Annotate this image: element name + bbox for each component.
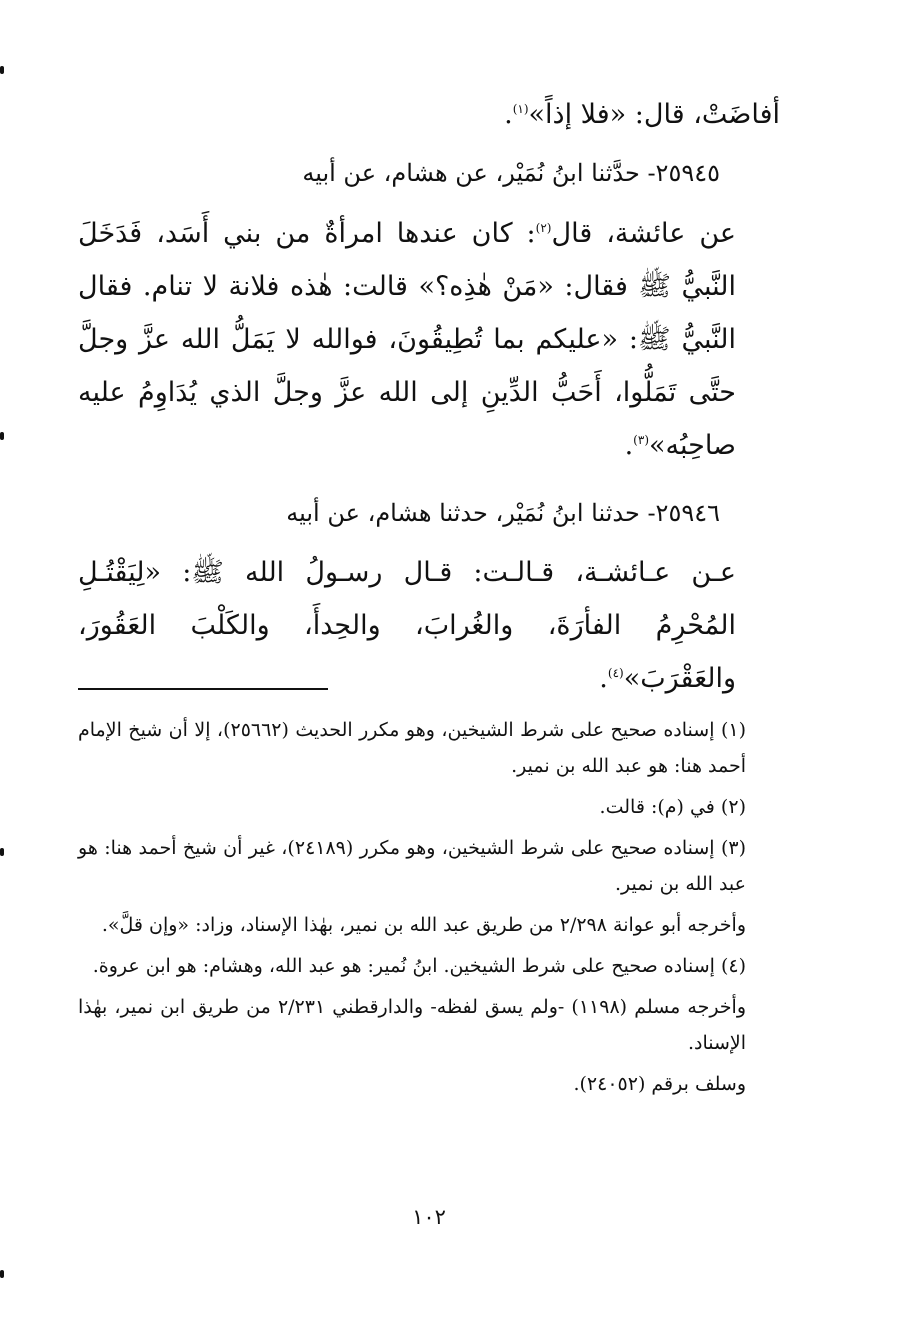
hadith-25946-text: عـن عـائشـة، قـالـت: قـال رسـولُ الله ﷺ: «لِيَقْتُـلِ المُحْرِمُ الفأرَةَ، والغُرابَ، والحِدأَ، والكَلْبَ العَقُورَ، والعَقْرَبَ» — [78, 557, 736, 694]
hadith-25945-text-start: عن عائشة، قال — [551, 218, 736, 249]
sentence-end: . — [504, 99, 513, 130]
footnote-ref-1: (١) — [512, 102, 529, 116]
hadith-25946-header: ٢٥٩٤٦- حدثنا ابنُ نُمَيْر، حدثنا هشام، عن أبيه — [286, 499, 720, 527]
footnote-ref-3: (٣) — [633, 433, 649, 447]
footnote-3-continuation: وأخرجه أبو عوانة ٢/٢٩٨ من طريق عبد الله بن نمير، بهٰذا الإسناد، وزاد: «وإن قلَّ». — [101, 914, 746, 936]
footnote-3: (٣) إسناده صحيح على شرط الشيخين، وهو مكرر (٢٤١٨٩)، غير أن شيخ أحمد هنا: هو عبد الله بن نمير. — [78, 837, 746, 895]
hadith-25945-body — [78, 207, 780, 472]
page-edge-mark — [0, 848, 4, 856]
footnotes — [78, 712, 780, 1107]
hadith-25945-text: : كان عندها امرأةٌ من بني أَسَد، فَدَخَلَ النَّبيُّ ﷺ فقال: «مَنْ هٰذِه؟» قالت: هٰذه فلانة لا تنام. فقال النَّبيُّ ﷺ: «عليكم بما تُطِيقُونَ، فوالله لا يَمَلُّ الله عزَّ وجلَّ حتَّى تَمَلُّوا، أَحَبُّ الدِّينِ إلى الله عزَّ وجلَّ الذي يُدَاوِمُ عليه صاحِبُه» — [78, 218, 736, 461]
page-edge-mark — [0, 432, 4, 440]
page-edge-mark — [0, 66, 4, 74]
book-page — [78, 0, 780, 1337]
footnote-ref-4: (٤) — [607, 666, 624, 680]
footnote-ref-2: (٢) — [535, 221, 552, 235]
footnote-1: (١) إسناده صحيح على شرط الشيخين، وهو مكرر الحديث (٢٥٦٦٢)، إلا أن شيخ الإمام أحمد هنا: هو عبد الله بن نمير. — [78, 719, 746, 777]
footnote-4-see-also: وسلف برقم (٢٤٠٥٢). — [573, 1073, 746, 1095]
footnote-4-continuation: وأخرجه مسلم (١١٩٨) -ولم يسق لفظه- والدارقطني ٢/٢٣١ من طريق ابن نمير، بهٰذا الإسناد. — [78, 996, 747, 1054]
continuation-line — [78, 88, 780, 141]
footnote-2: (٢) في (م): قالت. — [599, 796, 746, 818]
footnote-separator — [78, 688, 328, 690]
footnote-4: (٤) إسناده صحيح على شرط الشيخين. ابنُ نُمير: هو عبد الله، وهشام: هو ابن عروة. — [92, 955, 746, 977]
page-edge-mark — [0, 1270, 4, 1278]
hadith-25945-header: ٢٥٩٤٥- حدَّثنا ابنُ نُمَيْر، عن هشام، عن أبيه — [302, 159, 720, 187]
sentence-end: . — [624, 430, 634, 461]
sentence-end: . — [599, 663, 608, 694]
continuation-text: أفاضَتْ، قال: «فلا إذاً» — [528, 99, 780, 130]
page-number: ١٠٢ — [412, 1205, 446, 1229]
hadith-25946-body — [78, 546, 780, 705]
